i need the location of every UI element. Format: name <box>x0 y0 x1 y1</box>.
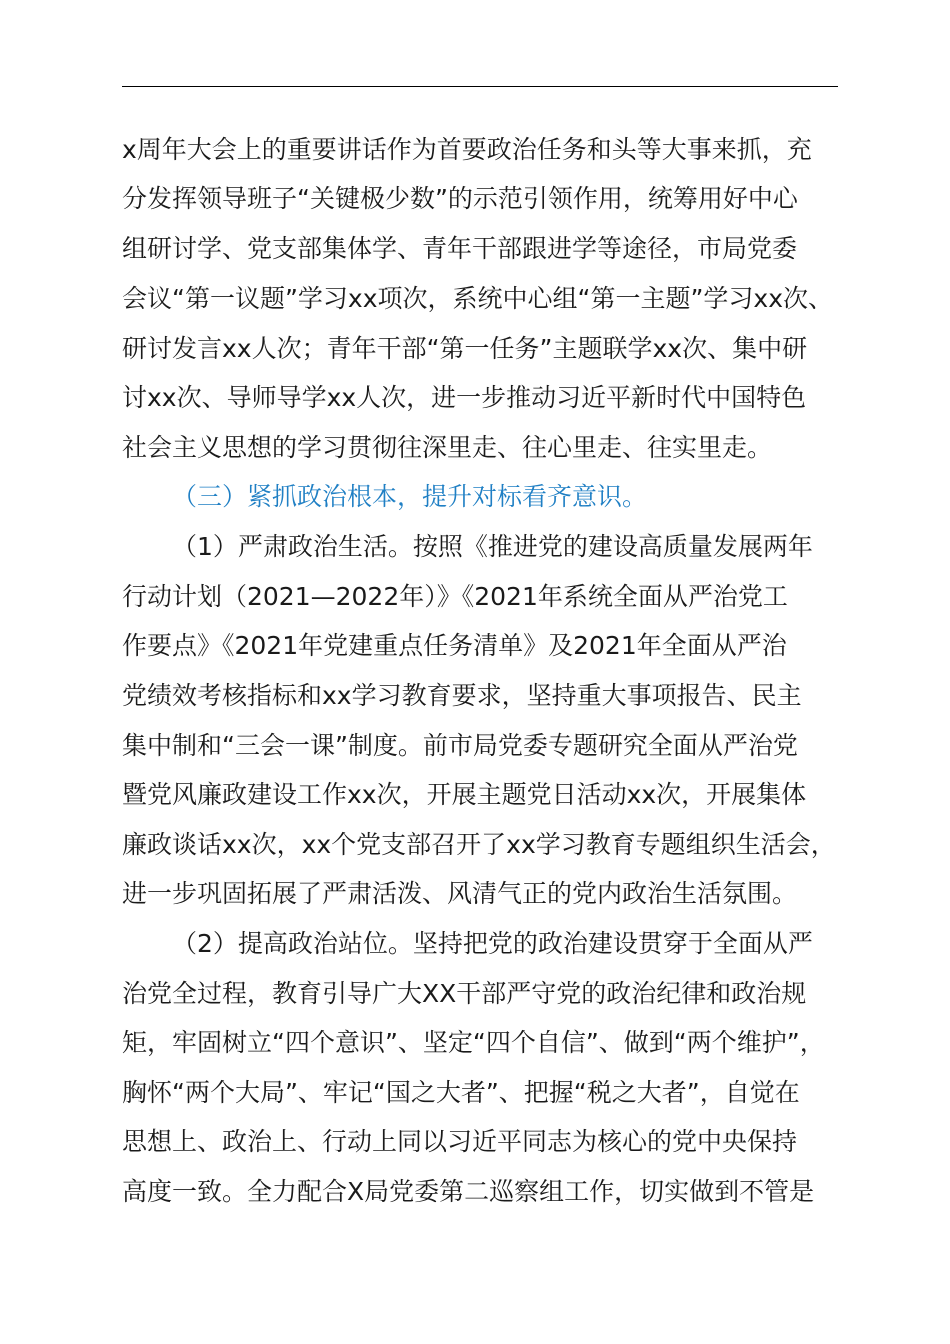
body-line: 廉政谈话xx次，xx个党支部召开了xx学习教育专题组织生活会， <box>122 830 836 859</box>
body-line: 研讨发言xx人次；青年干部“第一任务”主题联学xx次、集中研 <box>122 334 808 363</box>
body-line: 社会主义思想的学习贯彻往深里走、往心里走、往实里走。 <box>122 433 773 462</box>
body-line: x周年大会上的重要讲话作为首要政治任务和头等大事来抓，充 <box>122 135 812 164</box>
body-line: 行动计划（2021—2022年）》《2021年系统全面从严治党工 <box>122 582 788 611</box>
body-line: 作要点》《2021年党建重点任务清单》及2021年全面从严治 <box>122 631 787 660</box>
paragraph-start-line: （1）严肃政治生活。按照《推进党的建设高质量发展两年 <box>172 532 813 561</box>
section-heading: （三）紧抓政治根本，提升对标看齐意识。 <box>172 482 648 511</box>
body-line: 讨xx次、导师导学xx人次，进一步推动习近平新时代中国特色 <box>122 383 807 412</box>
body-line: 党绩效考核指标和xx学习教育要求，坚持重大事项报告、民主 <box>122 681 802 710</box>
body-line: 会议“第一议题”学习xx项次，系统中心组“第一主题”学习xx次、 <box>122 284 833 313</box>
body-line: 组研讨学、党支部集体学、青年干部跟进学等途径，市局党委 <box>122 234 798 263</box>
body-line: 思想上、政治上、行动上同以习近平同志为核心的党中央保持 <box>122 1127 798 1156</box>
paragraph-start-line: （2）提高政治站位。坚持把党的政治建设贯穿于全面从严 <box>172 929 813 958</box>
body-line: 高度一致。全力配合X局党委第二巡察组工作，切实做到不管是 <box>122 1177 815 1206</box>
body-line: 治党全过程，教育引导广大XX干部严守党的政治纪律和政治规 <box>122 979 807 1008</box>
body-line: 暨党风廉政建设工作xx次，开展主题党日活动xx次，开展集体 <box>122 780 807 809</box>
body-line: 分发挥领导班子“关键极少数”的示范引领作用，统筹用好中心 <box>122 184 798 213</box>
header-rule <box>122 86 838 87</box>
body-line: 矩，牢固树立“四个意识”、坚定“四个自信”、做到“两个维护”， <box>122 1028 825 1057</box>
body-line: 进一步巩固拓展了严肃活泼、风清气正的党内政治生活氛围。 <box>122 879 798 908</box>
body-line: 集中制和“三会一课”制度。前市局党委专题研究全面从严治党 <box>122 731 798 760</box>
body-line: 胸怀“两个大局”、牢记“国之大者”、把握“税之大者”，自觉在 <box>122 1078 800 1107</box>
